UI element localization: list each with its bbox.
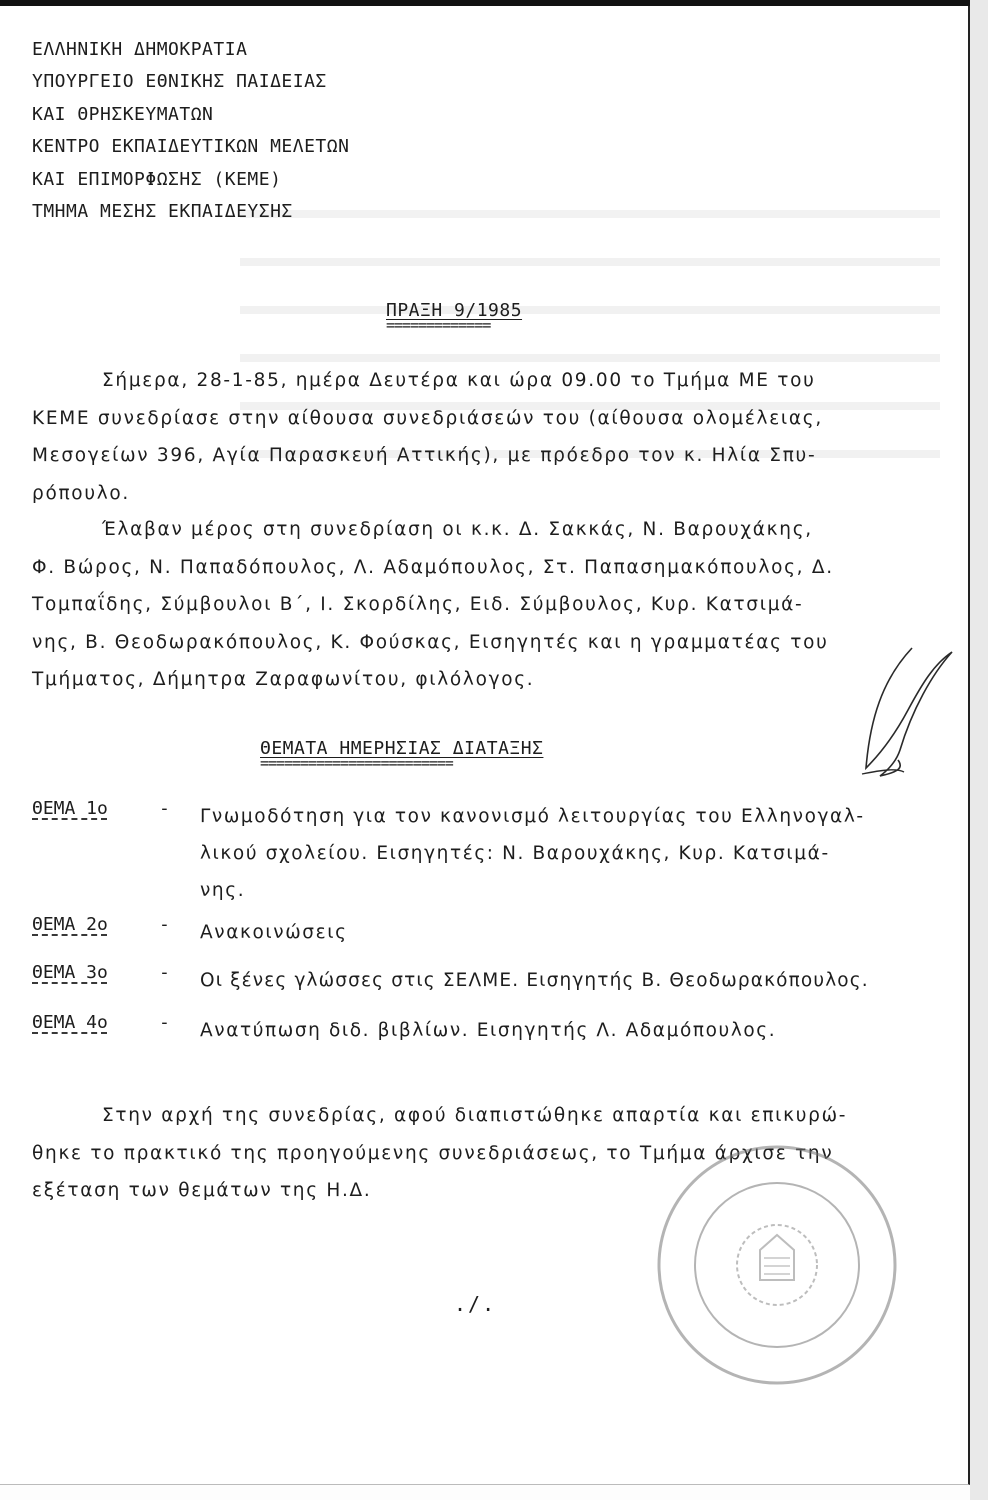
agenda-item-dash: - (159, 914, 170, 935)
signature-scribble-icon (852, 640, 962, 790)
agenda-item-label: ΘΕΜΑ 2ο (32, 914, 108, 935)
agenda-heading: ΘΕΜΑΤΑ ΗΜΕΡΗΣΙΑΣ ΔΙΑΤΑΞΗΣ (260, 738, 544, 759)
letterhead-line: ΚΕΝΤΡΟ ΕΚΠΑΙΔΕΥΤΙΚΩΝ ΜΕΛΕΤΩΝ (32, 136, 350, 158)
paragraph-line: ρόπουλο. (32, 482, 130, 504)
paragraph-line: Μεσογείων 396, Αγία Παρασκευή Αττικής), με πρόεδρο τον κ. Ηλία Σπυ- (32, 445, 817, 466)
title-double-rule: ============= (386, 316, 491, 334)
paragraph-line: νης, Β. Θεοδωρακόπουλος, Κ. Φούσκας, Εισηγητές και η γραμματέας του (32, 631, 829, 653)
agenda-item-line: Ανακοινώσεις (200, 922, 348, 943)
letterhead-line: ΥΠΟΥΡΓΕΙΟ ΕΘΝΙΚΗΣ ΠΑΙΔΕΙΑΣ (32, 71, 327, 93)
scan-right-margin (970, 0, 988, 1500)
agenda-item-line: Οι ξένες γλώσσες στις ΣΕΛΜΕ. Εισηγητής Β. Θεοδωρακόπουλος. (200, 970, 869, 991)
paragraph-opening (32, 362, 927, 512)
agenda-item-label: ΘΕΜΑ 4ο (32, 1012, 108, 1033)
agenda-item-line: Ανατύπωση διδ. βιβλίων. Εισηγητής Λ. Αδαμόπουλος. (200, 1020, 777, 1041)
paragraph-line: Τομπαΐδης, Σύμβουλοι Β΄, Ι. Σκορδίλης, Ειδ. Σύμβουλος, Κυρ. Κατσιμά- (32, 594, 804, 615)
agenda-item-text (200, 1012, 776, 1049)
paragraph-line: Τμήματος, Δήμητρα Ζαραφωνίτου, φιλόλογος. (32, 669, 535, 690)
scan-top-edge (0, 0, 988, 6)
continuation-mark: ./. (454, 1292, 497, 1316)
paragraph-line: Έλαβαν μέρος στη συνεδρίαση οι κ.κ. Δ. Σακκάς, Ν. Βαρουχάκης, (102, 519, 813, 540)
agenda-item-dash: - (159, 962, 170, 983)
letterhead-line: ΕΛΛΗΝΙΚΗ ΔΗΜΟΚΡΑΤΙΑ (32, 39, 248, 60)
official-seal-icon (652, 1140, 902, 1390)
agenda-item-label: ΘΕΜΑ 3ο (32, 962, 108, 983)
paragraph-line: θηκε το πρακτικό της προηγούμενης συνεδριάσεως, το Τμήμα άρχισε την (32, 1142, 834, 1164)
agenda-item-text (200, 962, 869, 999)
paragraph-line: ΚΕΜΕ συνεδρίασε στην αίθουσα συνεδριάσεών του (αίθουσα ολομέλειας, (32, 407, 823, 429)
agenda-heading-block (260, 738, 544, 772)
paragraph-line: εξέταση των θεμάτων της Η.Δ. (32, 1180, 372, 1201)
document-title: ΠΡΑΞΗ 9/1985 (386, 300, 523, 321)
letterhead-line: ΚΑΙ ΘΡΗΣΚΕΥΜΑΤΩΝ (32, 103, 214, 125)
agenda-item-label: ΘΕΜΑ 1ο (32, 798, 108, 819)
agenda-item-line: Γνωμοδότηση για τον κανονισμό λειτουργίας του Ελληνογαλ- (200, 806, 865, 827)
agenda-item-line: νης. (200, 880, 246, 901)
paragraph-line: Φ. Βώρος, Ν. Παπαδόπουλος, Λ. Αδαμόπουλος, Στ. Παπασημακόπουλος, Δ. (32, 556, 834, 578)
letterhead (32, 34, 349, 228)
agenda-item-text (200, 914, 348, 951)
agenda-item-dash: - (159, 1012, 170, 1033)
paragraph-line: Στην αρχή της συνεδρίας, αφού διαπιστώθηκε απαρτία και επικυρώ- (102, 1105, 848, 1126)
paragraph-attendees (32, 511, 927, 699)
document-title-block (386, 300, 523, 334)
letterhead-line: ΤΜΗΜΑ ΜΕΣΗΣ ΕΚΠΑΙΔΕΥΣΗΣ (32, 201, 293, 223)
agenda-item-line: λικού σχολείου. Εισηγητές: Ν. Βαρουχάκης, Κυρ. Κατσιμά- (200, 843, 830, 864)
agenda-item-dash: - (159, 798, 170, 819)
agenda-item-text (200, 798, 865, 909)
letterhead-line: ΚΑΙ ΕΠΙΜΟΡΦΩΣΗΣ (ΚΕΜΕ) (32, 168, 282, 190)
agenda-double-rule: ======================== (260, 754, 453, 772)
paragraph-line: Σήμερα, 28-1-85, ημέρα Δευτέρα και ώρα 09.00 το Τμήμα ΜΕ του (102, 370, 816, 391)
